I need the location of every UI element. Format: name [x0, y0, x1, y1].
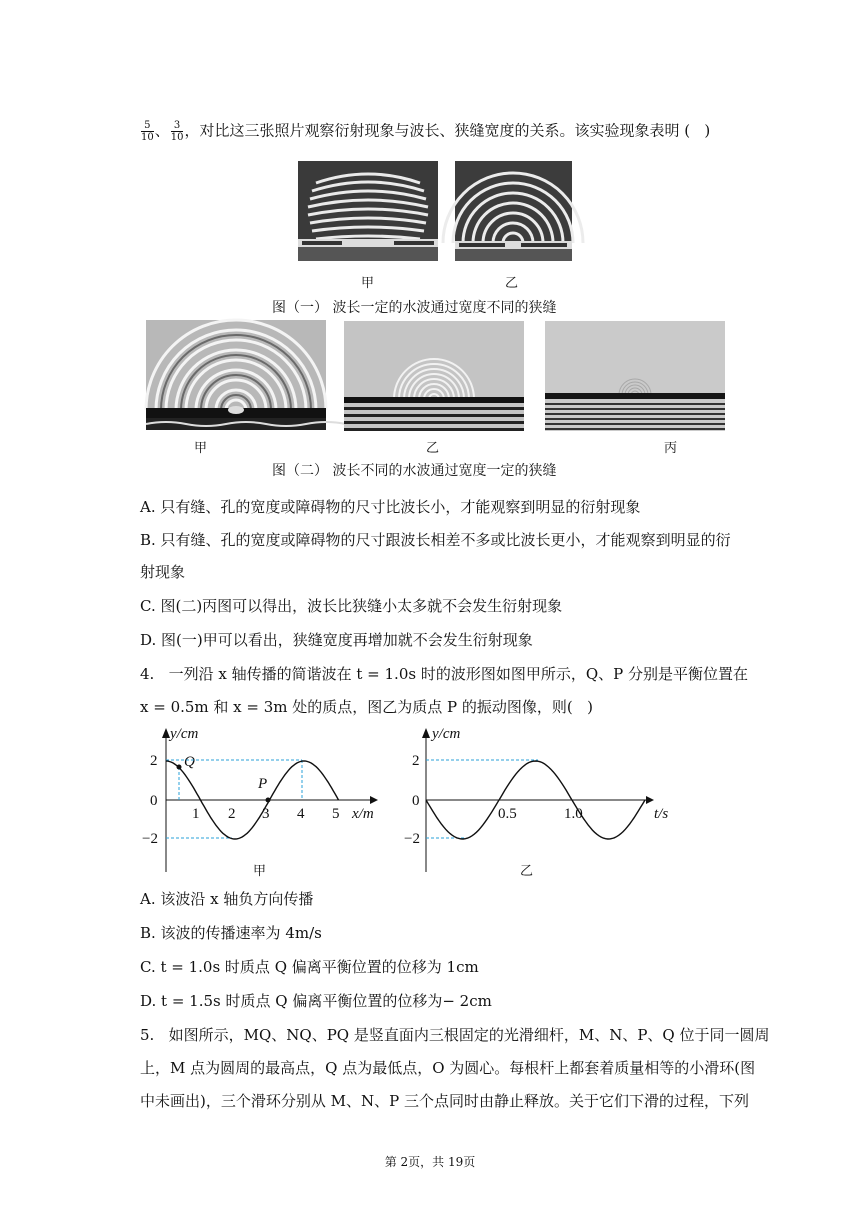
figure2-photo-b	[344, 321, 524, 431]
graph-a-x-arrow	[370, 796, 378, 804]
q4-stem-line1: 4. 一列沿 x 轴传播的简谐波在 t = 1.0s 时的波形图如图甲所示，Q、P 分别是平衡位置在	[140, 665, 748, 683]
figure2-photo-a	[146, 320, 326, 430]
q5-stem-line3: 中未画出)，三个滑环分别从 M、N、P 三个点同时由静止释放。关于它们下滑的过程，下列	[140, 1092, 749, 1110]
q4-option-b: B. 该波的传播速率为 4m/s	[140, 924, 322, 942]
graph-b-x-arrow	[646, 796, 654, 804]
graph-a-xtick-4: 4	[297, 806, 305, 822]
q3-option-c: C. 图(二)丙图可以得出，波长比狭缝小太多就不会发生衍射现象	[140, 597, 563, 615]
graph-b-ytick-neg2: −2	[404, 831, 420, 847]
q3-option-a: A. 只有缝、孔的宽度或障碍物的尺寸比波长小，才能观察到明显的衍射现象	[140, 498, 641, 516]
figure1-caption: 图（一） 波长一定的水波通过宽度不同的狭缝	[272, 300, 557, 316]
graph-b-y-arrow	[422, 728, 430, 738]
figure1-label-a: 甲	[361, 276, 375, 291]
graph-a-y-arrow	[162, 728, 170, 738]
graph-a-y-label: y/cm	[170, 726, 199, 742]
figure2-label-a: 甲	[194, 441, 208, 456]
graph-a-point-p	[266, 798, 271, 803]
graph-a-caption: 甲	[253, 864, 267, 879]
page-footer: 第 2页，共 19页	[384, 1155, 476, 1169]
graph-a-ytick-0: 0	[150, 793, 158, 809]
figure1-photo-b	[455, 161, 572, 261]
fraction-5-10: $\frac{5}{10}$	[141, 120, 154, 143]
graph-a-ytick-neg2: −2	[142, 831, 158, 847]
graph-b-caption: 乙	[520, 864, 534, 879]
graph-b-ytick-2: 2	[412, 753, 420, 769]
graph-a	[140, 722, 400, 882]
fraction-3-10: $\frac{3}{10}$	[170, 120, 184, 143]
q3-option-d: D. 图(一)甲可以看出，狭缝宽度再增加就不会发生衍射现象	[140, 631, 533, 649]
q5-stem-line1: 5. 如图所示，MQ、NQ、PQ 是竖直面内三根固定的光滑细杆，M、N、P、Q 位于同一圆周	[140, 1026, 770, 1044]
graph-b-y-label: y/cm	[432, 726, 461, 742]
graph-a-point-q	[177, 765, 182, 770]
graph-a-xtick-5: 5	[332, 806, 340, 822]
graph-a-xtick-2: 2	[228, 806, 236, 822]
figure2-photo-c	[545, 321, 725, 431]
q3-option-b-line1: B. 只有缝、孔的宽度或障碍物的尺寸跟波长相差不多或比波长更小，才能观察到明显的衍	[140, 531, 731, 549]
q4-option-c: C. t = 1.0s 时质点 Q 偏离平衡位置的位移为 1cm	[140, 958, 479, 976]
graph-a-xtick-3: 3	[262, 806, 270, 822]
q4-option-d: D. t = 1.5s 时质点 Q 偏离平衡位置的位移为− 2cm	[140, 992, 492, 1010]
figure2-label-b: 乙	[426, 441, 440, 456]
intro-line: $\frac{5}{10}$ 、 $\frac{3}{10}$ ，对比这三张照片观察衍射现象与波长、狭缝宽度的关系。该实验现象表明 ( )	[141, 120, 711, 143]
q3-option-b-line2: 射现象	[140, 563, 186, 581]
figure1-label-b: 乙	[505, 276, 519, 291]
intro-text: ，对比这三张照片观察衍射现象与波长、狭缝宽度的关系。该实验现象表明 ( )	[184, 121, 711, 140]
q4-option-a: A. 该波沿 x 轴负方向传播	[140, 890, 314, 908]
graph-b-xtick-1-0: 1.0	[564, 806, 583, 822]
figure1-photo-a	[298, 161, 438, 261]
graph-a-x-label: x/m	[352, 806, 374, 822]
graph-a-ytick-2: 2	[150, 753, 158, 769]
figure2-caption: 图（二） 波长不同的水波通过宽度一定的狭缝	[272, 463, 557, 479]
graph-a-xtick-1: 1	[192, 806, 200, 822]
graph-a-guides	[166, 760, 302, 838]
graph-b-ytick-0: 0	[412, 793, 420, 809]
graph-a-label-q: Q	[184, 754, 195, 770]
graph-b	[404, 722, 680, 882]
q4-stem-line2: x = 0.5m 和 x = 3m 处的质点，图乙为质点 P 的振动图像，则( )	[140, 698, 593, 716]
graph-b-xtick-0-5: 0.5	[498, 806, 517, 822]
graph-b-x-label: t/s	[654, 806, 669, 822]
q5-stem-line2: 上，M 点为圆周的最高点，Q 点为最低点，O 为圆心。每根杆上都套着质量相等的小滑环(图	[140, 1059, 756, 1077]
figure2-label-c: 丙	[664, 441, 678, 456]
graph-a-label-p: P	[258, 776, 268, 792]
